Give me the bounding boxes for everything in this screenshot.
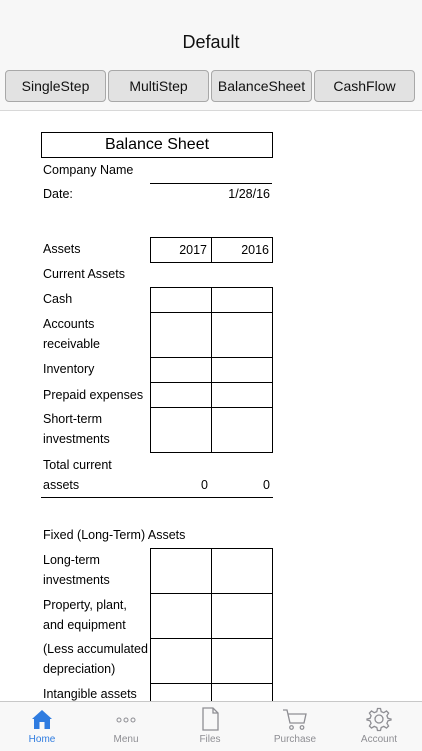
home-icon bbox=[29, 706, 55, 732]
row-label-accounts-line2: receivable bbox=[43, 337, 100, 351]
tab-files-label: Files bbox=[199, 734, 221, 745]
cart-icon bbox=[281, 706, 309, 732]
total-current-line2: assets bbox=[43, 478, 80, 492]
input-prepaid-2016[interactable] bbox=[211, 382, 273, 408]
row-label-depreciation-line1: (Less accumulated bbox=[43, 642, 148, 656]
input-depreciation-2016[interactable] bbox=[211, 638, 273, 684]
tab-home[interactable] bbox=[0, 702, 84, 751]
total-current-2016: 0 bbox=[263, 478, 270, 492]
date-label: Date: bbox=[43, 187, 73, 201]
input-cash-2017[interactable] bbox=[150, 287, 212, 313]
input-longterm-2016[interactable] bbox=[211, 548, 273, 594]
input-shortterm-2016[interactable] bbox=[211, 407, 273, 453]
row-label-longterm-line1: Long-term bbox=[43, 553, 100, 567]
input-receivable-2016[interactable] bbox=[211, 312, 273, 358]
year-2016-text: 2016 bbox=[241, 243, 269, 257]
row-label-property-line1: Property, plant, bbox=[43, 598, 127, 612]
tab-menu-label: Menu bbox=[113, 734, 139, 745]
year-2017-header bbox=[150, 237, 212, 263]
segment-balancesheet[interactable]: BalanceSheet bbox=[211, 70, 312, 102]
input-receivable-2017[interactable] bbox=[150, 312, 212, 358]
tab-account-label: Account bbox=[360, 734, 398, 745]
fixed-assets-heading: Fixed (Long-Term) Assets bbox=[43, 528, 186, 542]
balance-sheet-form bbox=[0, 111, 422, 701]
gear-icon bbox=[366, 706, 392, 732]
input-property-2017[interactable] bbox=[150, 593, 212, 639]
segmented-control bbox=[0, 64, 422, 111]
input-intangible-2017[interactable] bbox=[150, 683, 212, 701]
segment-multistep[interactable]: MultiStep bbox=[108, 70, 209, 102]
input-property-2016[interactable] bbox=[211, 593, 273, 639]
tab-purchase[interactable] bbox=[253, 702, 337, 751]
tab-bar bbox=[0, 701, 422, 751]
input-longterm-2017[interactable] bbox=[150, 548, 212, 594]
row-label-shortterm-line1: Short-term bbox=[43, 412, 103, 426]
total-underline bbox=[41, 497, 273, 498]
nav-title: Default bbox=[182, 32, 240, 52]
navigation-bar bbox=[0, 0, 422, 64]
input-inventory-2016[interactable] bbox=[211, 357, 273, 383]
tab-files[interactable] bbox=[168, 702, 252, 751]
company-name-field[interactable] bbox=[150, 183, 272, 184]
segment-cashflow[interactable]: CashFlow bbox=[314, 70, 415, 102]
row-label-inventory: Inventory bbox=[43, 362, 95, 376]
input-shortterm-2017[interactable] bbox=[150, 407, 212, 453]
total-current-line1: Total current bbox=[43, 458, 112, 472]
company-name-label: Company Name bbox=[43, 163, 134, 177]
current-assets-heading: Current Assets bbox=[43, 267, 125, 281]
row-label-property-line2: and equipment bbox=[43, 618, 126, 632]
row-label-depreciation-line2: depreciation) bbox=[43, 662, 116, 676]
row-label-accounts-line1: Accounts bbox=[43, 317, 95, 331]
row-label-prepaid: Prepaid expenses bbox=[43, 388, 144, 402]
assets-label: Assets bbox=[43, 242, 81, 256]
file-icon bbox=[197, 706, 223, 732]
input-depreciation-2017[interactable] bbox=[150, 638, 212, 684]
input-intangible-2016[interactable] bbox=[211, 683, 273, 701]
tab-purchase-label: Purchase bbox=[273, 734, 317, 745]
tab-menu[interactable] bbox=[84, 702, 168, 751]
year-2017-text: 2017 bbox=[179, 243, 207, 257]
row-label-longterm-line2: investments bbox=[43, 573, 110, 587]
sheet-title: Balance Sheet bbox=[41, 132, 273, 158]
more-icon bbox=[113, 706, 139, 732]
input-cash-2016[interactable] bbox=[211, 287, 273, 313]
row-label-intangible: Intangible assets bbox=[43, 687, 137, 701]
segment-singlestep[interactable]: SingleStep bbox=[5, 70, 106, 102]
total-current-2017: 0 bbox=[201, 478, 208, 492]
input-prepaid-2017[interactable] bbox=[150, 382, 212, 408]
tab-home-label: Home bbox=[28, 734, 56, 745]
row-label-shortterm-line2: investments bbox=[43, 432, 110, 446]
year-2016-header bbox=[211, 237, 273, 263]
row-label-cash: Cash bbox=[43, 292, 73, 306]
date-value[interactable]: 1/28/16 bbox=[228, 187, 270, 201]
input-inventory-2017[interactable] bbox=[150, 357, 212, 383]
tab-account[interactable] bbox=[337, 702, 421, 751]
